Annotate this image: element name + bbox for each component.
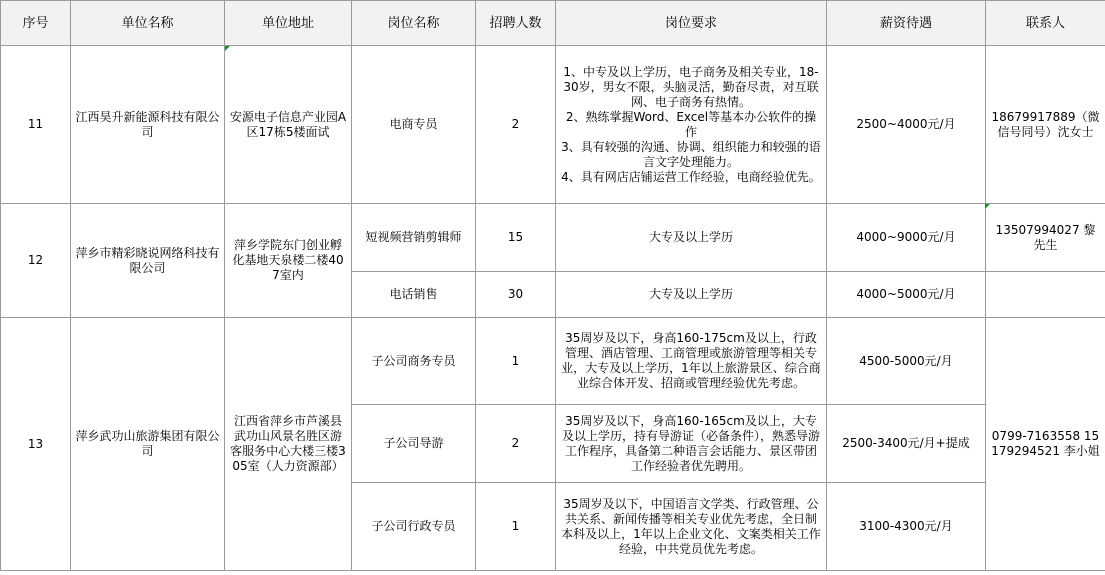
cell-requirements[interactable]: 35周岁及以下，身高160-175cm及以上，行政管理、酒店管理、工商管理或旅游管理等相关专业，大专及以上学历，1年以上旅游景区、综合商业综合体开发、招商或管理经验优先考虑。 bbox=[556, 318, 827, 405]
cell-unit[interactable]: 萍乡武功山旅游集团有限公司 bbox=[71, 318, 225, 571]
cell-address[interactable]: 安源电子信息产业园A区17栋5楼面试 bbox=[225, 46, 352, 204]
cell-salary[interactable]: 4000~9000元/月 bbox=[827, 204, 986, 272]
cell-no[interactable]: 13 bbox=[1, 318, 71, 571]
table-row bbox=[1, 318, 1105, 405]
cell-requirements[interactable]: 1、中专及以上学历，电子商务及相关专业，18-30岁，男女不限，头脑灵活，勤奋尽责，对互联网、电子商务有热情。 2、熟练掌握Word、Excel等基本办公软件的操作 3、具有较强的沟通、协调、组织能力和较强的语言文字处理能力。 4、具有网店店铺运营工作经验，电商经验优先。 bbox=[556, 46, 827, 204]
cell-salary[interactable]: 2500-3400元/月+提成 bbox=[827, 405, 986, 483]
col-header-position[interactable]: 岗位名称 bbox=[352, 1, 476, 46]
cell-unit[interactable]: 萍乡市精彩晓说网络科技有限公司 bbox=[71, 204, 225, 318]
cell-no[interactable]: 11 bbox=[1, 46, 71, 204]
cell-position[interactable]: 子公司商务专员 bbox=[352, 318, 476, 405]
cell-no[interactable]: 12 bbox=[1, 204, 71, 318]
cell-position[interactable]: 电话销售 bbox=[352, 272, 476, 318]
table-row bbox=[1, 204, 1105, 272]
cell-count[interactable]: 2 bbox=[476, 46, 556, 204]
table-row bbox=[1, 46, 1105, 204]
col-header-salary[interactable]: 薪资待遇 bbox=[827, 1, 986, 46]
cell-count[interactable]: 15 bbox=[476, 204, 556, 272]
cell-position[interactable]: 短视频营销剪辑师 bbox=[352, 204, 476, 272]
col-header-unit[interactable]: 单位名称 bbox=[71, 1, 225, 46]
col-header-contact[interactable]: 联系人 bbox=[986, 1, 1105, 46]
comment-marker-icon bbox=[225, 46, 230, 51]
cell-requirements[interactable]: 35周岁及以下，身高160-165cm及以上，大专及以上学历，持有导游证（必备条件），熟悉导游工作程序，具备第二种语言会话能力、景区带团工作经验者优先聘用。 bbox=[556, 405, 827, 483]
cell-requirements[interactable]: 大专及以上学历 bbox=[556, 272, 827, 318]
cell-salary[interactable]: 2500~4000元/月 bbox=[827, 46, 986, 204]
cell-requirements[interactable]: 大专及以上学历 bbox=[556, 204, 827, 272]
cell-position[interactable]: 子公司导游 bbox=[352, 405, 476, 483]
cell-contact-empty[interactable] bbox=[986, 272, 1105, 318]
cell-address[interactable]: 江西省萍乡市芦溪县武功山风景名胜区游客服务中心大楼三楼305室（人力资源部） bbox=[225, 318, 352, 571]
cell-contact[interactable]: 0799-7163558 15179294521 李小姐 bbox=[986, 318, 1105, 571]
col-header-no[interactable]: 序号 bbox=[1, 1, 71, 46]
col-header-requirements[interactable]: 岗位要求 bbox=[556, 1, 827, 46]
cell-address[interactable]: 萍乡学院东门创业孵化基地天泉楼二楼407室内 bbox=[225, 204, 352, 318]
col-header-address[interactable]: 单位地址 bbox=[225, 1, 352, 46]
cell-count[interactable]: 1 bbox=[476, 483, 556, 571]
cell-count[interactable]: 2 bbox=[476, 405, 556, 483]
cell-contact[interactable]: 18679917889（微信号同号）沈女士 bbox=[986, 46, 1105, 204]
col-header-count[interactable]: 招聘人数 bbox=[476, 1, 556, 46]
cell-salary[interactable]: 4000~5000元/月 bbox=[827, 272, 986, 318]
cell-contact[interactable]: 13507994027 黎先生 bbox=[986, 204, 1105, 272]
cell-position[interactable]: 子公司行政专员 bbox=[352, 483, 476, 571]
cell-requirements[interactable]: 35周岁及以下，中国语言文学类、行政管理、公共关系、新闻传播等相关专业优先考虑，全日制本科及以上，1年以上企业文化、文案类相关工作经验，中共党员优先考虑。 bbox=[556, 483, 827, 571]
cell-count[interactable]: 1 bbox=[476, 318, 556, 405]
header-row bbox=[1, 1, 1105, 46]
comment-marker-icon bbox=[985, 204, 990, 209]
cell-position[interactable]: 电商专员 bbox=[352, 46, 476, 204]
cell-unit[interactable]: 江西昊升新能源科技有限公司 bbox=[71, 46, 225, 204]
cell-salary[interactable]: 4500-5000元/月 bbox=[827, 318, 986, 405]
cell-salary[interactable]: 3100-4300元/月 bbox=[827, 483, 986, 571]
cell-count[interactable]: 30 bbox=[476, 272, 556, 318]
